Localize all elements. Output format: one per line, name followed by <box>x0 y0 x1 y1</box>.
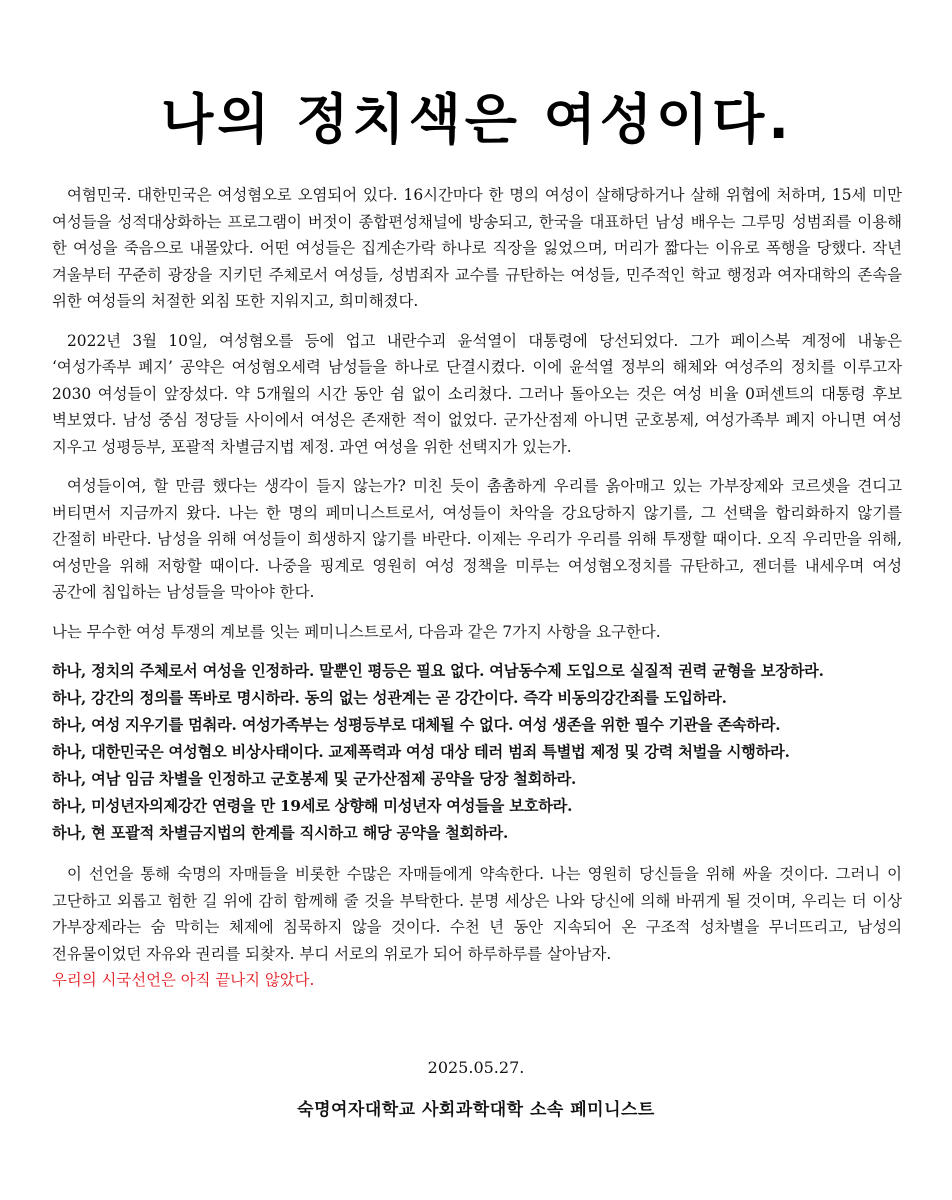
declaration-body <box>52 182 902 994</box>
closing-highlight: 우리의 시국선언은 아직 끝나지 않았다. <box>52 971 315 989</box>
paragraph-election: 2022년 3월 10일, 여성혐오를 등에 업고 내란수괴 윤석열이 대통령에 당선되었다. 그가 페이스북 계정에 내놓은 ‘여성가족부 폐지’ 공약은 여성혐오세력 남성들을 하나로 단결시켰다. 이에 윤석열 정부의 해체와 여성주의 정치를 이루고자 2030 여성들이 앞장섰다. 약 5개월의 시간 동안 쉼 없이 소리쳤다. 그러나 돌아오는 것은 여성 비율 0퍼센트의 대통령 후보 벽보였다. 남성 중심 정당들 사이에서 여성은 존재한 적이 없었다. 군가산점제 아니면 군호봉제, 여성가족부 폐지 아니면 여성 지우고 성평등부, 포괄적 차별금지법 제정. 과연 여성을 위한 선택지가 있는가. <box>52 331 902 456</box>
demand-item: 하나, 대한민국은 여성혐오 비상사태이다. 교제폭력과 여성 대상 테러 범죄 특별법 제정 및 강력 처벌을 시행하라. <box>52 743 790 761</box>
closing-text: 이 선언을 통해 숙명의 자매들을 비롯한 수많은 자매들에게 약속한다. 나는 영원히 당신들을 위해 싸울 것이다. 그러니 이 고단하고 외롭고 험한 길 위에 감히 함께해 줄 것을 부탁한다. 분명 세상은 나와 당신에 의해 바뀌게 될 것이며, 우리는 더 이상 가부장제라는 숨 막히는 체제에 침묵하지 않을 것이다. 수천 년 동안 지속되어 온 구조적 성차별을 무너뜨리고, 남성의 전유물이었던 자유와 권리를 되찾자. 부디 서로의 위로가 되어 하루하루를 살아남자. <box>52 865 902 963</box>
demand-item: 하나, 현 포괄적 차별금지법의 한계를 직시하고 해당 공약을 철회하라. <box>52 824 509 842</box>
signature: 숙명여자대학교 사회과학대학 소속 페미니스트 <box>297 1100 655 1120</box>
demand-item: 하나, 정치의 주체로서 여성을 인정하라. 말뿐인 평등은 필요 없다. 여남동수제 도입으로 실질적 권력 균형을 보장하라. <box>52 662 824 680</box>
paragraph-intro: 여혐민국. 대한민국은 여성혐오로 오염되어 있다. 16시간마다 한 명의 여성이 살해당하거나 살해 위협에 처하며, 15세 미만 여성들을 성적대상화하는 프로그램이 버젓이 종합편성채널에 방송되고, 한국을 대표하던 남성 배우는 그루밍 성범죄를 이용해 한 여성을 죽음으로 내몰았다. 어떤 여성들은 집게손가락 하나로 직장을 잃었으며, 머리가 짧다는 이유로 폭행을 당했다. 작년 겨울부터 꾸준히 광장을 지키던 주체로서 여성들, 성범죄자 교수를 규탄하는 여성들, 민주적인 학교 행정과 여자대학의 존속을 위한 여성들의 처절한 외침 또한 지워지고, 희미해졌다. <box>52 186 902 310</box>
demand-item: 하나, 여성 지우기를 멈춰라. 여성가족부는 성평등부로 대체될 수 없다. 여성 생존을 위한 필수 기관을 존속하라. <box>52 716 781 734</box>
demand-item: 하나, 미성년자의제강간 연령을 만 19세로 상향해 미성년자 여성들을 보호하라. <box>52 797 573 815</box>
demand-item: 하나, 강간의 정의를 똑바로 명시하라. 동의 없는 성관계는 곧 강간이다. 즉각 비동의강간죄를 도입하라. <box>52 689 727 707</box>
declaration-date: 2025.05.27. <box>427 1058 525 1077</box>
page-title: 나의 정치색은 여성이다. <box>161 88 793 151</box>
demand-item: 하나, 여남 임금 차별을 인정하고 군호봉제 및 군가산점제 공약을 당장 철회하라. <box>52 770 577 788</box>
closing-paragraph <box>52 861 902 994</box>
paragraph-appeal: 여성들이여, 할 만큼 했다는 생각이 들지 않는가? 미친 듯이 촘촘하게 우리를 옭아매고 있는 가부장제와 코르셋을 견디고 버티면서 지금까지 왔다. 나는 한 명의 페미니스트로서, 여성들이 차악을 강요당하지 않기를, 그 선택을 합리화하지 않기를 간절히 바란다. 남성을 위해 여성들이 희생하지 않기를 바란다. 이제는 우리가 우리를 위해 투쟁할 때이다. 오직 우리만을 위해, 여성만을 위해 저항할 때이다. 나중을 핑계로 영원히 여성 정책을 미루는 여성혐오정치를 규탄하고, 젠더를 내세우며 여성 공간에 침입하는 남성들을 막아야 한다. <box>52 477 902 601</box>
demand-intro: 나는 무수한 여성 투쟁의 계보를 잇는 페미니스트로서, 다음과 같은 7가지 사항을 요구한다. <box>52 622 661 641</box>
demand-list <box>52 658 902 847</box>
